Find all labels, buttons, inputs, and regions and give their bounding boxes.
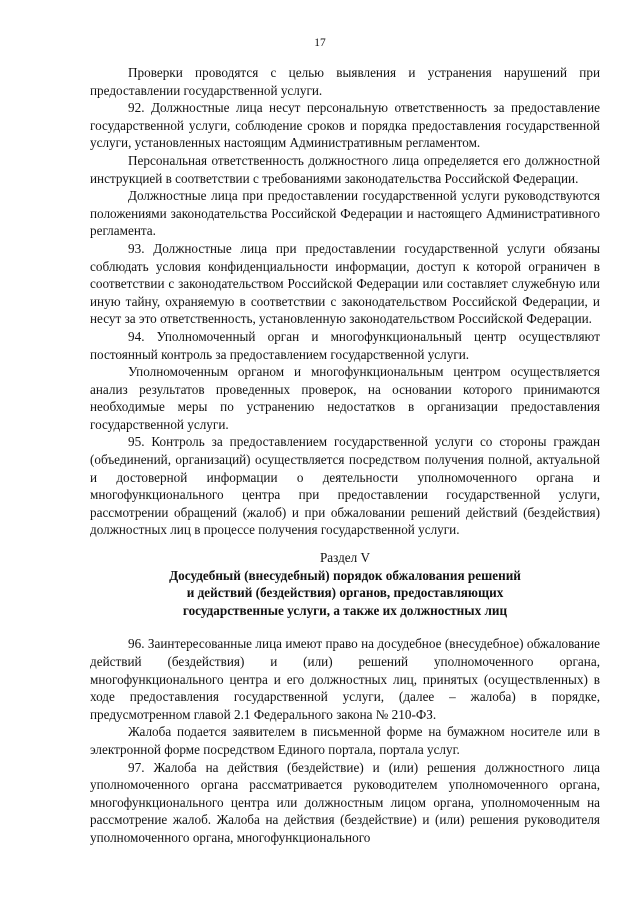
- section-label: Раздел V: [319, 550, 371, 566]
- section-title-line: и действий (бездействия) органов, предоставляющих: [186, 585, 504, 601]
- page-number: 17: [314, 37, 326, 49]
- paragraph: 97. Жалоба на действия (бездействие) и (или) решения должностного лица уполномоченного органа рассматривается руководителем уполномоченного органа, многофункционального центра или должностным лицом органа, уполномоченным на рассмотрение жалоб. Жалоба на действия (бездействие) и (или) решения руководителя уполномоченного органа, многофункционального: [90, 759, 600, 845]
- paragraph: Должностные лица при предоставлении государственной услуги руководствуются положениями законодательства Российской Федерации и настоящего Административного регламента.: [90, 188, 600, 239]
- paragraph: 95. Контроль за предоставлением государственной услуги со стороны граждан (объединений, организаций) осуществляется посредством получения полной, актуальной и достоверной информации о деятельности уполномоченного органа и многофункционального центра при предоставлении государственной услуги, рассмотрении обращений (жалоб) и при обжаловании решений действий (бездействия) должностных лиц в процессе получения государственной услуги.: [90, 434, 600, 538]
- document-body: [90, 64, 600, 847]
- paragraph: 93. Должностные лица при предоставлении государственной услуги обязаны соблюдать условия конфиденциальности информации, доступ к которой ограничен в соответствии с законодательством Российской Федерации или составляет служебную или иную тайну, охраняемую в соответствии с законодательством Российской Федерации, и несут за это ответственность, установленную законодательством Российской Федерации.: [90, 240, 600, 327]
- paragraph: 94. Уполномоченный орган и многофункциональный центр осуществляют постоянный контроль за предоставлением государственной услуги.: [90, 328, 600, 362]
- paragraph: Жалоба подается заявителем в письменной форме на бумажном носителе или в электронной форме посредством Единого портала, портала услуг.: [90, 724, 600, 757]
- paragraph: Уполномоченным органом и многофункциональным центром осуществляется анализ результатов проведенных проверок, на основании которого принимаются необходимые меры по устранению недостатков в организации предоставления государственной услуги.: [90, 364, 600, 432]
- section-title-line: государственные услуги, а также их должностных лиц: [182, 602, 508, 618]
- section-title-line: Досудебный (внесудебный) порядок обжалования решений: [169, 567, 521, 583]
- paragraph: Персональная ответственность должностного лица определяется его должностной инструкцией в соответствии с требованиями законодательства Российской Федерации.: [90, 152, 600, 186]
- paragraph: Проверки проводятся с целью выявления и устранения нарушений при предоставлении государственной услуги.: [90, 65, 600, 98]
- section-title: [90, 567, 600, 620]
- paragraph: 92. Должностные лица несут персональную ответственность за предоставление государственной услуги, соблюдение сроков и порядка предоставления государственной услуги, установленных настоящим Административным регламентом.: [90, 100, 600, 151]
- paragraph: 96. Заинтересованные лица имеют право на досудебное (внесудебное) обжалование действий (бездействия) и (или) решений уполномоченного органа, многофункционального центра и его должностных лиц, принятых (осуществленных) в ходе предоставления государственной услуги, (далее – жалоба) в порядке, предусмотренном главой 2.1 Федерального закона № 210-ФЗ.: [90, 636, 600, 722]
